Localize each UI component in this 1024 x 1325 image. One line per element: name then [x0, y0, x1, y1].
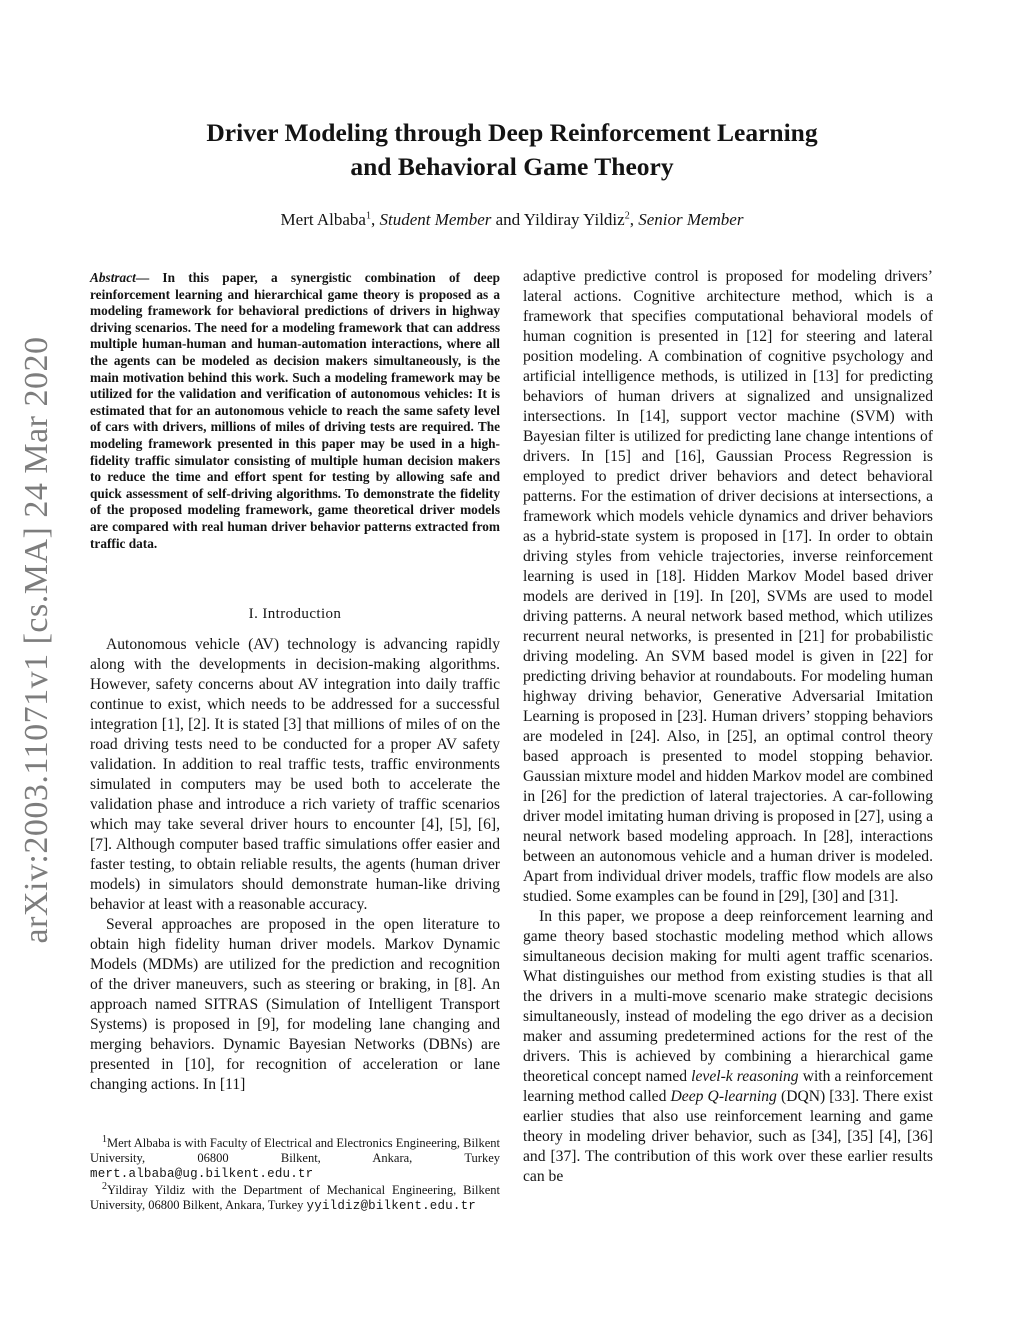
footnotes: [90, 1133, 500, 1214]
abstract-text: — In this paper, a synergistic combination of deep reinforcement learning and hierarchical game theory is proposed as a modeling framework for behavioral predictions of drivers in highway driving scenarios. The need for a modeling framework that can address multiple human-human and human-automation interactions, where all the agents can be modeled as decision makers simultaneously, is the main motivation behind this work. Such a modeling framework may be utilized for the validation and verification of autonomous vehicles: It is estimated that for an autonomous vehicle to reach the same safety level of cars with drivers, millions of miles of driving tests are required. The modeling framework presented in this paper may be used in a high-fidelity traffic simulator consisting of multiple human decision makers to reduce the time and effort spent for testing by allowing safe and quick assessment of self-driving algorithms. To demonstrate the fidelity of the proposed modeling framework, game theoretical driver models are compared with real human driver behavior patterns extracted from traffic data.: [90, 270, 500, 551]
footnote-2-mark: 2: [102, 1180, 107, 1192]
intro-paragraph-2: Several approaches are proposed in the open literature to obtain high fidelity human driver models. Markov Dynamic Models (MDMs) are utilized for the prediction and recognition of the driver maneuvers, such as steering or braking, in [8]. An approach named SITRAS (Simulation of Intelligent Transport Systems) is proposed in [9], for modeling lane changing and merging behaviors. Dynamic Bayesian Networks (DBNs) are presented in [10], for recognition of acceleration or lane changing actions. In [11]: [90, 916, 500, 1093]
abstract-label: Abstract: [90, 270, 136, 285]
footnote-1-email[interactable]: mert.albaba@ug.bilkent.edu.tr: [90, 1167, 314, 1182]
arxiv-identifier[interactable]: arXiv:2003.11071v1 [cs.MA] 24 Mar 2020: [18, 336, 55, 944]
intro-paragraph-1: Autonomous vehicle (AV) technology is advancing rapidly along with the developments in decision-making algorithms. However, safety concerns about AV integration into daily traffic continue to exist, which needs to be addressed for a successful integration [1], [2]. It is stated [3] that millions of miles of on the road driving tests need to be conducted for a proper AV safety validation. In addition to real traffic tests, traffic environments simulated in computers may be used both to accelerate the validation phase and introduce a rich variety of traffic scenarios which may take several driver hours to encounter [4], [5], [6], [7]. Although computer based traffic simulations offer easier and faster testing, to obtain reliable results, the agents (human driver models) in simulators should demonstrate human-like driving behavior at least with a reasonable accuracy.: [90, 636, 500, 913]
right-paragraph-2-part-a: In this paper, we propose a deep reinforcement learning and game theory based stochastic modeling method which allows simultaneous decision making for multi agent traffic scenarios. What distinguishes our method from existing studies is that all the drivers in a multi-move scenario make strategic decisions simultaneously, instead of modeling the ego driver as a decision maker and assuming predetermined actions for the rest of the drivers. This is achieved by combining a hierarchical game theoretical concept named: [523, 908, 933, 1085]
author-1-name: Mert Albaba: [280, 210, 366, 229]
section-heading-introduction: I. Introduction: [248, 606, 342, 622]
right-paragraph-1: adaptive predictive control is proposed for modeling drivers’ lateral actions. Cognitive architecture method, which is a framework that specifies computational behavioral models of human cognition is presented in [12] for steering and lateral position modeling. A combination of cognitive psychology and artificial intelligence methods, is utilized in [13] for predicting behaviors of human drivers at signalized and unsignalized intersections. In [14], support vector machine (SVM) with Bayesian filter is utilized for predicting lane change intentions of drivers. In [15] and [16], Gaussian Process Regression is employed to predict driver behaviors and detect behavioral patterns. For the estimation of driver decisions at intersections, a framework which models vehicle dynamics and driver behaviors as a hybrid-state system is proposed in [17]. In order to obtain driving styles from vehicle trajectories, inverse reinforcement learning is used in [18]. Hidden Markov Model based driver models are derived in [19]. In [20], SVMs are used to model driving patterns. A neural network based method, which utilizes recurrent neural networks, is presented in [21] for probabilistic driving modeling. An SVM based model is given in [22] for predicting driving behavior at roundabouts. For modeling human highway driving behavior, Generative Adversarial Imitation Learning is proposed in [23]. Human drivers’ stopping behaviors are modeled in [24]. Also, in [25], an optimal control theory based approach is presented to model stopping behavior. Gaussian mixture model and hidden Markov model are combined in [26] for the prediction of lateral trajectories. A car-following driver model imitating human driving is proposed in [27], using a neural network based modeling approach. In [28], interactions between an autonomous vehicle and a human driver is modeled. Apart from individual driver models, traffic flow models are also studied. Some examples can be found in [29], [30] and [31].: [523, 268, 933, 905]
title-line-2: and Behavioral Game Theory: [350, 152, 674, 181]
author-2-footnote-mark: 2: [624, 210, 630, 222]
title-line-1: Driver Modeling through Deep Reinforcement Learning: [206, 118, 818, 147]
right-column: [523, 267, 933, 1187]
author-2-name: Yildiray Yildiz: [523, 210, 625, 229]
right-paragraph-2-part-c: (DQN) [33]. There exist earlier studies that also use reinforcement learning and game theory in modeling driver behavior, such as [34], [35] [4], [36] and [37]. The contribution of this work over these earlier results can be: [523, 1088, 933, 1185]
introduction-left-column: [90, 635, 500, 1095]
right-paragraph-2-part-b: with a reinforcement learning method called: [523, 1068, 933, 1105]
right-paragraph-2: [523, 907, 933, 1187]
author-line: Mert Albaba$^1$, Student Member and Yildiray Yildiz$^2$, Senior Member: [280, 210, 744, 229]
term-level-k-reasoning: level-k reasoning: [691, 1068, 799, 1085]
author-conjunction: and: [495, 210, 521, 229]
footnote-1: [90, 1133, 500, 1183]
paper-title: [130, 116, 894, 184]
author-1-footnote-mark: 1: [365, 210, 371, 222]
footnote-2: [90, 1180, 500, 1214]
author-1-role: Student Member: [379, 210, 492, 229]
footnote-2-text: Yildiray Yildiz with the Department of Mechanical Engineering, Bilkent University, 06800 Bilkent, Ankara, Turkey: [90, 1182, 500, 1212]
footnote-2-email[interactable]: yyildiz@bilkent.edu.tr: [306, 1198, 476, 1213]
term-deep-q-learning: Deep Q-learning: [670, 1088, 777, 1105]
footnote-1-text: Mert Albaba is with Faculty of Electrical and Electronics Engineering, Bilkent University, 06800 Bilkent, Ankara, Turkey: [90, 1136, 500, 1166]
author-2-role: Senior Member: [638, 210, 744, 229]
abstract: [90, 270, 500, 552]
footnote-1-mark: 1: [102, 1133, 107, 1145]
